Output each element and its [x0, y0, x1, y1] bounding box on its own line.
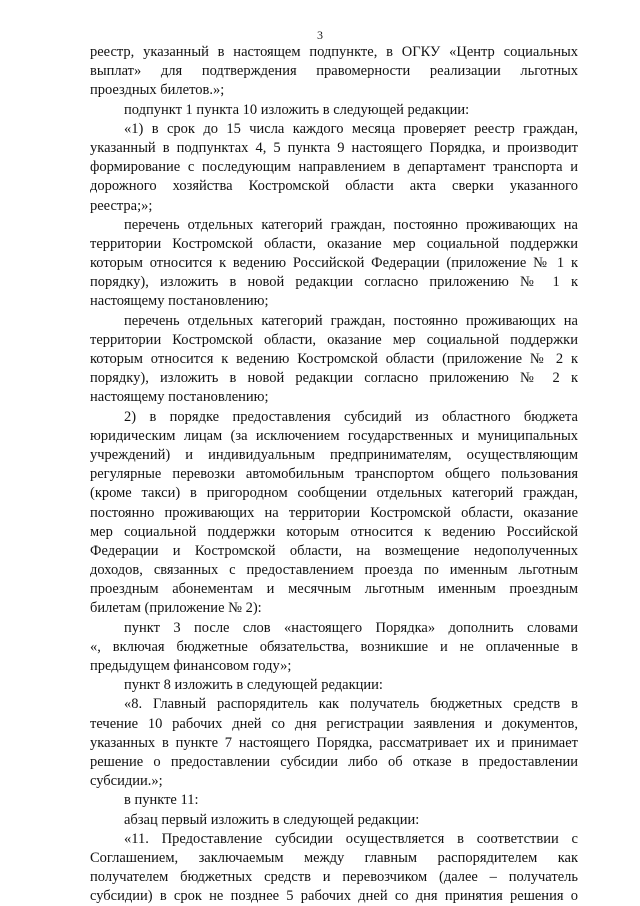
text-line: выплат» для подтверждения правомерности реализации льготных	[90, 63, 578, 80]
text-line: территории Костромской области, оказание мер социальной поддержки	[90, 331, 578, 348]
text-line: реестр, указанный в настоящем подпункте, в ОГКУ «Центр социальных	[90, 44, 578, 60]
text-line: формирование с последующим направлением в департамент транспорта и	[90, 159, 578, 176]
text-line: регулярные перевозки автомобильным транспортом общего пользования	[90, 466, 578, 483]
text-line: «8. Главный распорядитель как получатель бюджетных средств в	[124, 696, 578, 713]
text-line: учреждений) и индивидуальным предпринимателям, осуществляющим	[90, 446, 578, 463]
text-line: получателем бюджетных средств и перевозчиком (далее – получатель	[90, 869, 578, 886]
text-line: «1) в срок до 15 числа каждого месяца проверяет реестр граждан,	[124, 120, 578, 137]
text-line: проездным абонементам и месячным льготным именным проездным	[90, 581, 578, 598]
text-line: порядку), изложить в новой редакции согласно приложению № 2 к	[90, 370, 578, 387]
text-line: настоящему постановлению;	[90, 293, 269, 310]
text-line: мер социальной поддержки которым относится к ведению Российской	[90, 523, 578, 540]
text-line: в пункте 11:	[124, 792, 199, 809]
text-line: пункт 8 изложить в следующей редакции:	[124, 677, 383, 694]
text-line: реестра;»;	[90, 197, 153, 214]
text-line: билетам (приложение № 2):	[90, 600, 262, 617]
text-line: порядку), изложить в новой редакции согласно приложению № 1 к	[90, 274, 578, 291]
text-line: субсидии.»;	[90, 773, 163, 790]
text-line: доходов, связанных с предоставлением проезда по именным льготным	[90, 562, 578, 579]
text-line: юридическим лицам (за исключением государственных и муниципальных	[90, 427, 578, 444]
text-line: Соглашением, заключаемым между главным распорядителем как	[90, 849, 578, 866]
text-line: (кроме такси) в пригородном сообщении отдельных категорий граждан,	[90, 485, 578, 502]
document-body	[90, 43, 578, 906]
text-line: «, включая бюджетные обязательства, возникшие и не оплаченные в	[90, 638, 578, 655]
text-line: течение 10 рабочих дней со дня регистрации заявления и документов,	[90, 715, 578, 732]
text-line: которым относится к ведению Костромской области (приложение № 2 к	[90, 351, 578, 367]
text-line: перечень отдельных категорий граждан, постоянно проживающих на	[124, 216, 578, 233]
text-line: указанных в пункте 7 настоящего Порядка, рассматривает их и принимает	[90, 734, 578, 751]
text-line: подпункт 1 пункта 10 изложить в следующей редакции:	[124, 101, 470, 118]
page-number: 3	[317, 28, 323, 42]
text-line: проездных билетов.»;	[90, 82, 225, 99]
text-line: настоящему постановлению;	[90, 389, 269, 406]
text-line: 2) в порядке предоставления субсидий из областного бюджета	[124, 408, 578, 425]
text-line: абзац первый изложить в следующей редакции:	[124, 811, 420, 828]
text-line: «11. Предоставление субсидии осуществляется в соответствии с	[124, 830, 578, 847]
text-line: указанный в подпунктах 4, 5 пункта 9 настоящего Порядка, и производит	[90, 139, 578, 156]
text-line: которым относится к ведению Российской Федерации (приложение № 1 к	[90, 255, 578, 272]
text-line: субсидии) в срок не позднее 5 рабочих дней со дня принятия решения о	[90, 888, 578, 905]
text-line: предыдущем финансовом году»;	[90, 658, 292, 674]
text-line: перечень отдельных категорий граждан, постоянно проживающих на	[124, 312, 578, 329]
text-line: постоянно проживающих на территории Костромской области, оказание	[90, 504, 578, 521]
text-line: решение о предоставлении субсидии либо об отказе в предоставлении	[90, 753, 578, 770]
text-line: Федерации и Костромской области, на возмещение недополученных	[90, 542, 578, 559]
text-line: пункт 3 после слов «настоящего Порядка» дополнить словами	[124, 619, 578, 636]
text-line: территории Костромской области, оказание мер социальной поддержки	[90, 235, 578, 252]
text-line: дорожного хозяйства Костромской области акта сверки указанного	[90, 178, 578, 195]
